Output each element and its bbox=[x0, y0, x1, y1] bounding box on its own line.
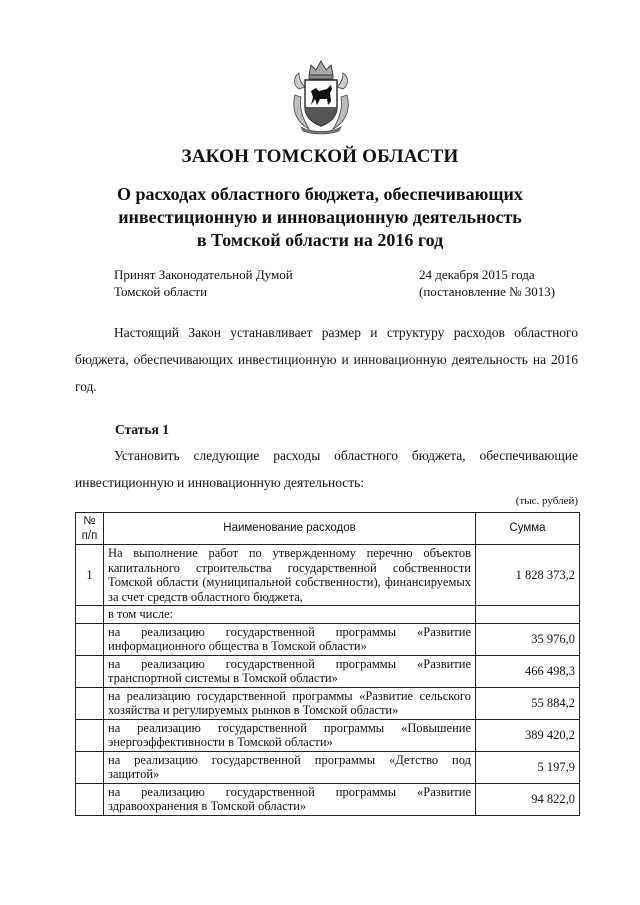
subtitle-line: в Томской области на 2016 год bbox=[196, 230, 444, 250]
expenses-table bbox=[75, 512, 580, 816]
row-sum-cell: 466 498,3 bbox=[476, 655, 580, 687]
row-name-cell: на реализацию государственной программы «Развитие информационного общества в Томской области» bbox=[104, 623, 476, 655]
intro-paragraph: Настоящий Закон устанавливает размер и структуру расходов областного бюджета, обеспечивающих инвестиционную и инновационную деятельность на 2016 год. bbox=[75, 325, 578, 394]
resolution-number: (постановление № 3013) bbox=[419, 284, 556, 299]
units-label: (тыс. рублей) bbox=[515, 495, 578, 507]
row-num-cell bbox=[76, 623, 104, 655]
row-num-cell: 1 bbox=[76, 545, 104, 606]
tomsk-coat-of-arms-icon bbox=[289, 55, 353, 135]
row-name-cell: на реализацию государственной программы «Повышение энергоэффективности в Томской области» bbox=[104, 719, 476, 751]
row-sum-cell: 55 884,2 bbox=[476, 687, 580, 719]
table-row bbox=[76, 783, 580, 815]
law-title: ЗАКОН ТОМСКОЙ ОБЛАСТИ bbox=[181, 146, 459, 167]
table-row bbox=[76, 623, 580, 655]
row-name-cell: в том числе: bbox=[104, 606, 476, 624]
table-row bbox=[76, 719, 580, 751]
adoption-date: 24 декабря 2015 года bbox=[419, 267, 535, 282]
row-name-cell: На выполнение работ по утвержденному перечню объектов капитального строительства государственной собственности Томской области (муниципальной собственности), финансируемых за счет средств областного бюджета, bbox=[104, 545, 476, 606]
row-sum-cell: 1 828 373,2 bbox=[476, 545, 580, 606]
row-sum-cell: 35 976,0 bbox=[476, 623, 580, 655]
table-row bbox=[76, 687, 580, 719]
row-name-cell: на реализацию государственной программы «Детство под защитой» bbox=[104, 751, 476, 783]
row-name-cell: на реализацию государственной программы «Развитие сельского хозяйства и регулируемых рынков в Томской области» bbox=[104, 687, 476, 719]
article-paragraph: Установить следующие расходы областного бюджета, обеспечивающие инвестиционную и инновационную деятельность: bbox=[75, 448, 578, 490]
table-row bbox=[76, 655, 580, 687]
adoption-info bbox=[114, 266, 293, 300]
row-num-cell bbox=[76, 751, 104, 783]
header-name: Наименование расходов bbox=[104, 513, 476, 545]
subtitle-line: инвестиционную и инновационную деятельность bbox=[118, 207, 522, 227]
table-row bbox=[76, 751, 580, 783]
row-sum-cell: 94 822,0 bbox=[476, 783, 580, 815]
row-sum-cell bbox=[476, 606, 580, 624]
adoption-date-info bbox=[419, 266, 555, 300]
header-sum: Сумма bbox=[476, 513, 580, 545]
row-num-cell bbox=[76, 719, 104, 751]
subtitle-line: О расходах областного бюджета, обеспечивающих bbox=[117, 184, 523, 204]
row-num-cell bbox=[76, 783, 104, 815]
row-num-cell bbox=[76, 687, 104, 719]
row-num-cell bbox=[76, 655, 104, 687]
adopted-by-region: Томской области bbox=[114, 284, 208, 299]
row-sum-cell: 389 420,2 bbox=[476, 719, 580, 751]
law-subtitle bbox=[60, 183, 580, 252]
table-row bbox=[76, 545, 580, 606]
header-num: № п/п bbox=[76, 513, 104, 545]
row-num-cell bbox=[76, 606, 104, 624]
table-header-row bbox=[76, 513, 580, 545]
row-name-cell: на реализацию государственной программы «Развитие здравоохранения в Томской области» bbox=[104, 783, 476, 815]
row-sum-cell: 5 197,9 bbox=[476, 751, 580, 783]
adopted-by: Принят Законодательной Думой bbox=[114, 267, 293, 282]
article-title: Статья 1 bbox=[115, 422, 169, 437]
row-name-cell: на реализацию государственной программы «Развитие транспортной системы в Томской области» bbox=[104, 655, 476, 687]
table-row bbox=[76, 606, 580, 624]
table-body bbox=[76, 545, 580, 816]
